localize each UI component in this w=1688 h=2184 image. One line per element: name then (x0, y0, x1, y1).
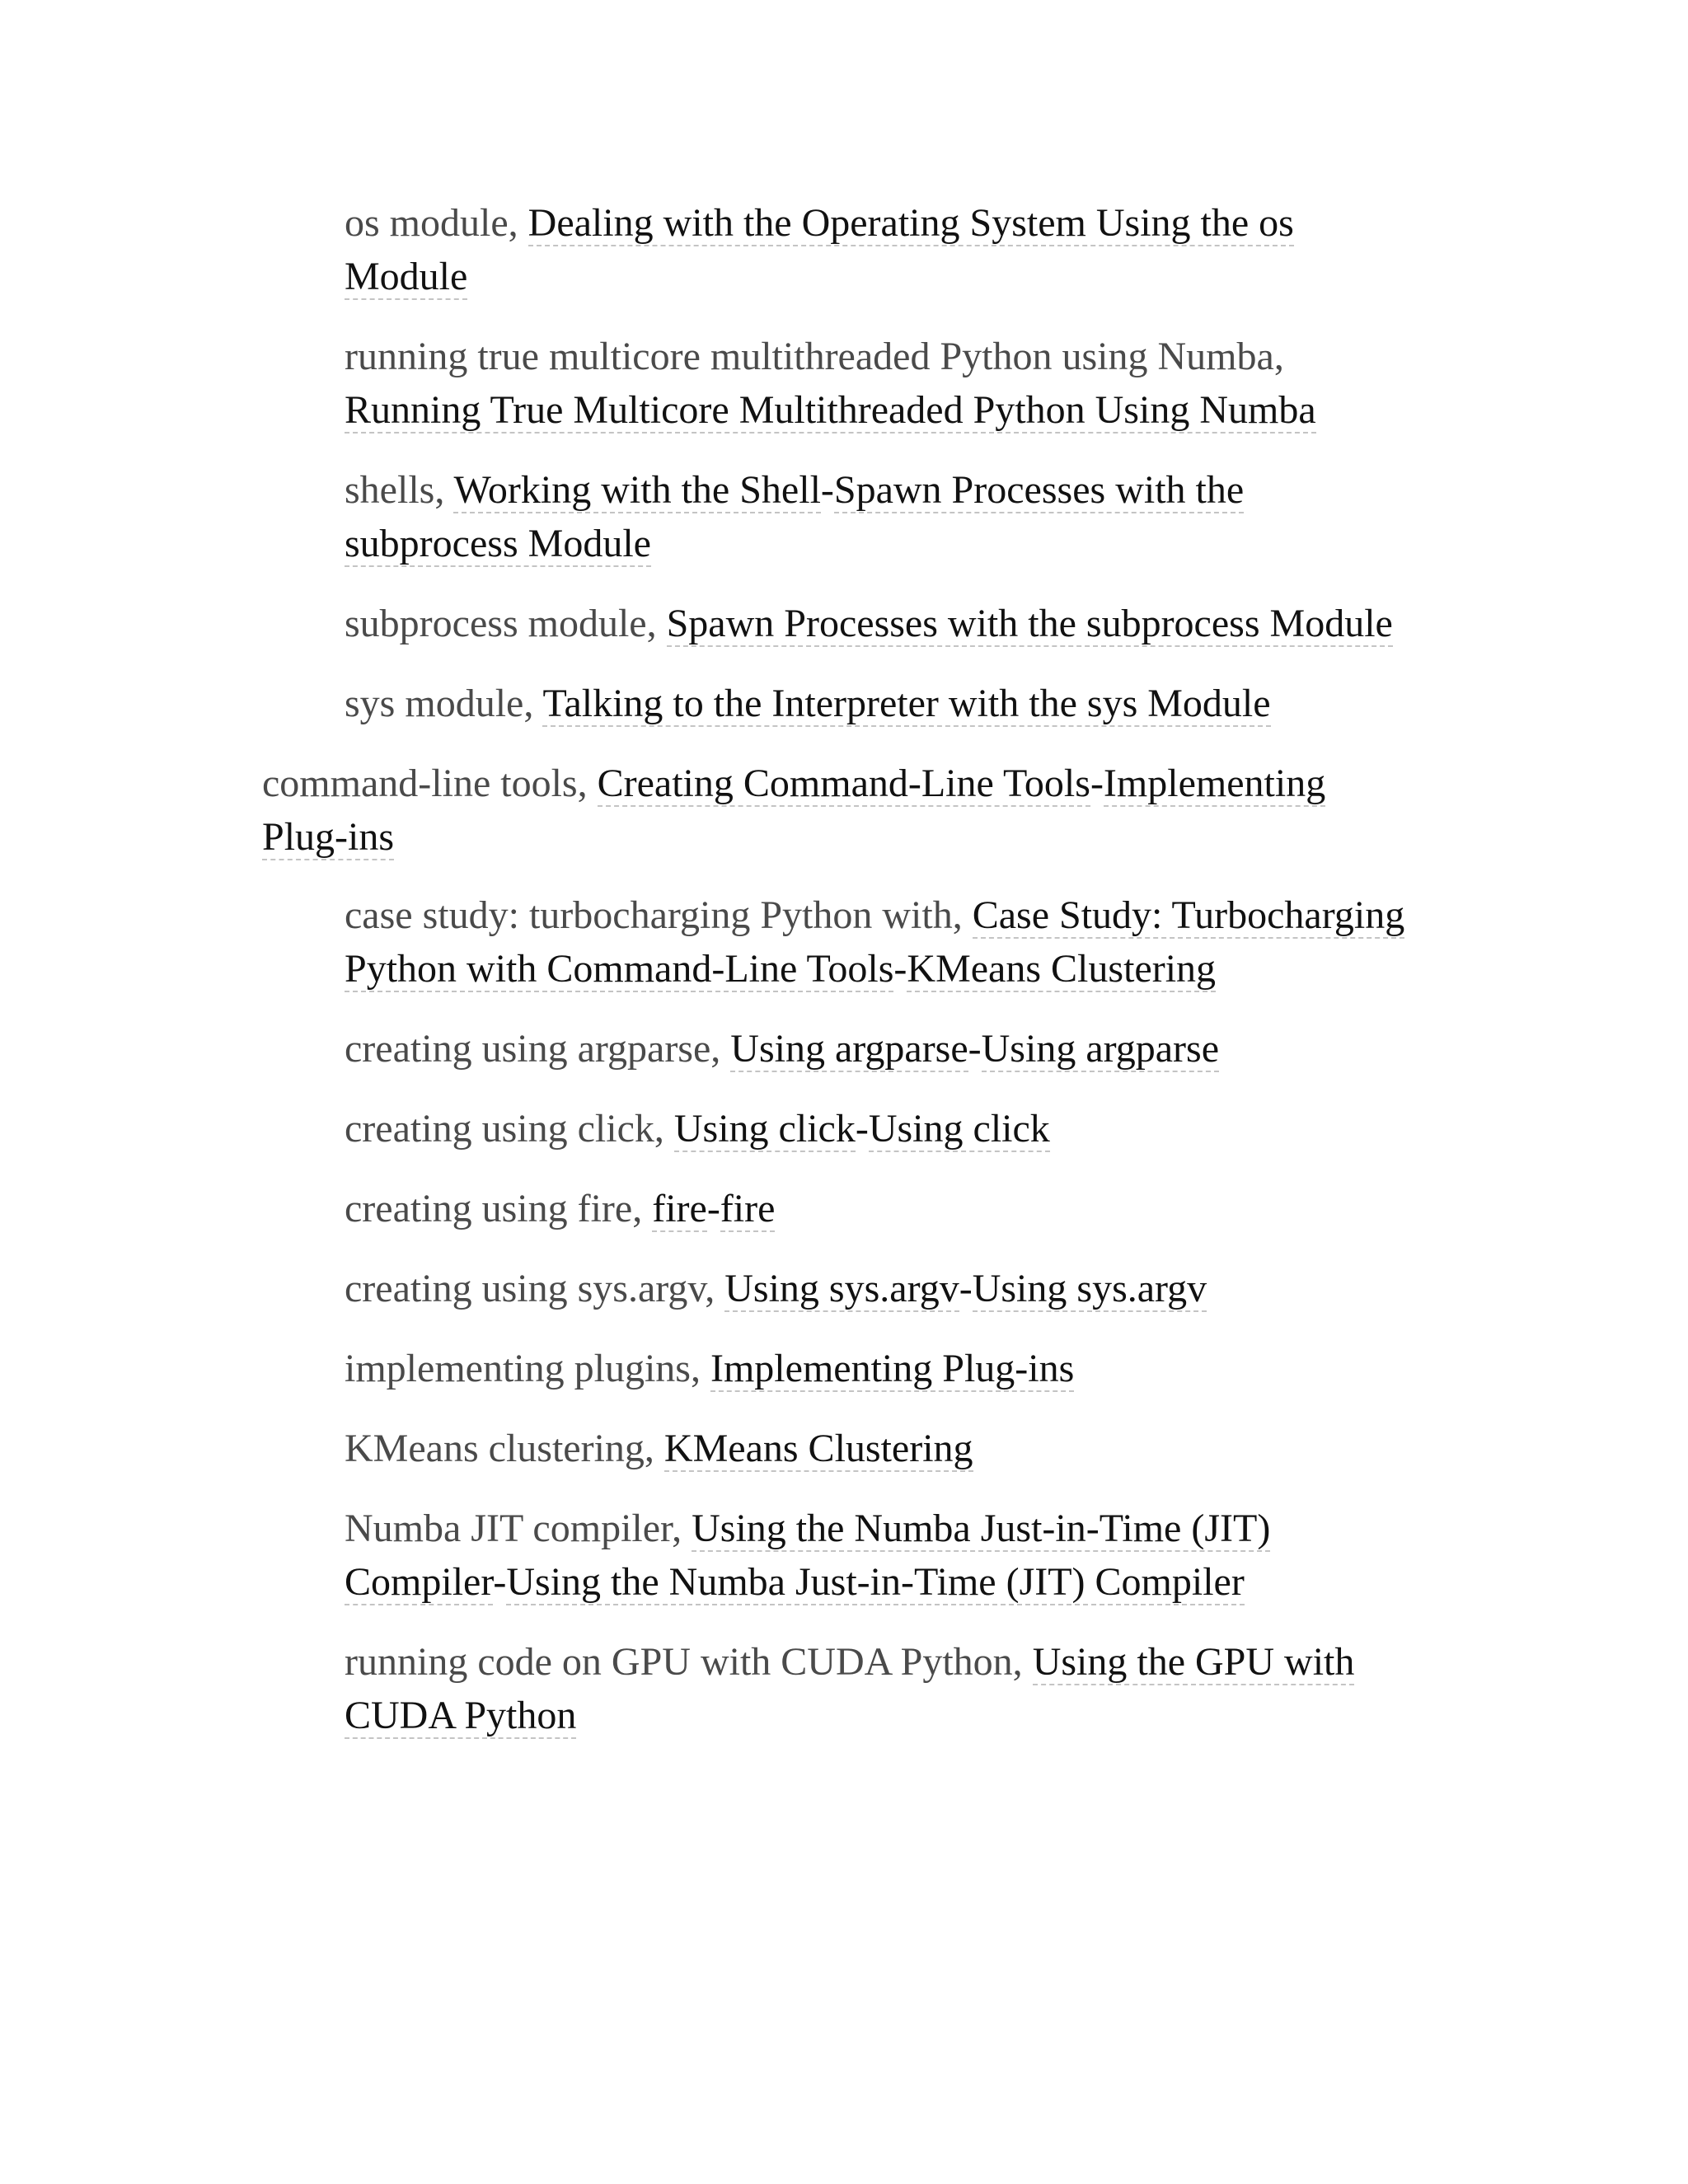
index-entry (0, 1422, 1688, 1475)
range-separator: - (493, 1560, 507, 1604)
index-link[interactable]: fire (652, 1187, 707, 1230)
index-entry (0, 330, 1688, 437)
index-references (730, 1027, 1219, 1072)
index-link[interactable]: Using the Numba Just-in-Time (JIT) Compiler (345, 1507, 1271, 1604)
index-entry (0, 1342, 1688, 1395)
index-term: command-line tools, (262, 762, 598, 805)
index-link[interactable]: Using the GPU with CUDA Python (345, 1640, 1355, 1737)
index-link[interactable]: Case Study: Turbocharging Python with Command-Line Tools (345, 893, 1405, 991)
index-term: creating using fire, (345, 1187, 653, 1230)
index-term: creating using click, (345, 1107, 674, 1151)
index-entry (0, 677, 1688, 730)
index-link[interactable]: Working with the Shell (453, 468, 821, 512)
index-term: sys module, (345, 682, 543, 725)
index-entry (0, 1502, 1688, 1609)
index-entry (0, 1102, 1688, 1155)
index-term: Numba JIT compiler, (345, 1507, 692, 1550)
index-link[interactable]: Creating Command-Line Tools (597, 762, 1090, 805)
index-link[interactable]: Using sys.argv (724, 1267, 959, 1310)
index-references (652, 1187, 775, 1232)
range-separator: - (1090, 762, 1104, 805)
index-entry (0, 196, 1688, 303)
index-term: implementing plugins, (345, 1347, 710, 1390)
range-separator: - (855, 1107, 869, 1151)
index-link[interactable]: Dealing with the Operating System Using the os Module (345, 201, 1294, 298)
range-separator: - (959, 1267, 973, 1310)
index-entry (0, 1635, 1688, 1742)
index-entry (0, 1262, 1688, 1315)
index-link[interactable]: Using click (868, 1107, 1050, 1151)
index-link[interactable]: Talking to the Interpreter with the sys Module (542, 682, 1271, 725)
index-term: creating using argparse, (345, 1027, 731, 1071)
range-separator: - (968, 1027, 982, 1071)
index-term: creating using sys.argv, (345, 1267, 725, 1310)
index-link[interactable]: Implementing Plug-ins (262, 762, 1326, 859)
index-entry (0, 1022, 1688, 1076)
index-link[interactable]: Using argparse (981, 1027, 1220, 1071)
index-term: shells, (345, 468, 454, 512)
index-references (542, 682, 1270, 727)
index-term: os module, (345, 201, 528, 245)
index-link[interactable]: Using the Numba Just-in-Time (JIT) Compiler (506, 1560, 1245, 1604)
index-link[interactable]: Spawn Processes with the subprocess Module (666, 602, 1393, 645)
index-references (664, 1427, 973, 1472)
index-entry (0, 463, 1688, 570)
range-separator: - (893, 947, 907, 991)
index-term: KMeans clustering, (345, 1427, 664, 1470)
index-link[interactable]: Using click (673, 1107, 856, 1151)
range-separator: - (820, 468, 834, 512)
index-term: running code on GPU with CUDA Python, (345, 1640, 1033, 1684)
index-entry (0, 757, 1688, 864)
index-references (724, 1267, 1207, 1312)
index-link[interactable]: KMeans Clustering (907, 947, 1217, 991)
index-link[interactable]: Using sys.argv (972, 1267, 1207, 1310)
index-term: subprocess module, (345, 602, 667, 645)
index-references (674, 1107, 1050, 1152)
range-separator: - (706, 1187, 720, 1230)
index-references (345, 468, 1244, 567)
index-link[interactable]: fire (720, 1187, 776, 1230)
index-link[interactable]: Implementing Plug-ins (710, 1347, 1075, 1390)
index-entry (0, 597, 1688, 650)
index-link[interactable]: Running True Multicore Multithreaded Python Using Numba (345, 388, 1316, 432)
index-entry (0, 1182, 1688, 1235)
index-entry (0, 888, 1688, 996)
index-link[interactable]: KMeans Clustering (663, 1427, 973, 1470)
index-term: running true multicore multithreaded Python using Numba, (345, 335, 1284, 378)
index-references (667, 602, 1393, 647)
index-list (0, 196, 1688, 1769)
index-references (345, 388, 1316, 434)
index-link[interactable]: Spawn Processes with the subprocess Module (345, 468, 1245, 565)
index-link[interactable]: Using argparse (730, 1027, 968, 1071)
index-references (710, 1347, 1074, 1392)
index-term: case study: turbocharging Python with, (345, 893, 973, 937)
